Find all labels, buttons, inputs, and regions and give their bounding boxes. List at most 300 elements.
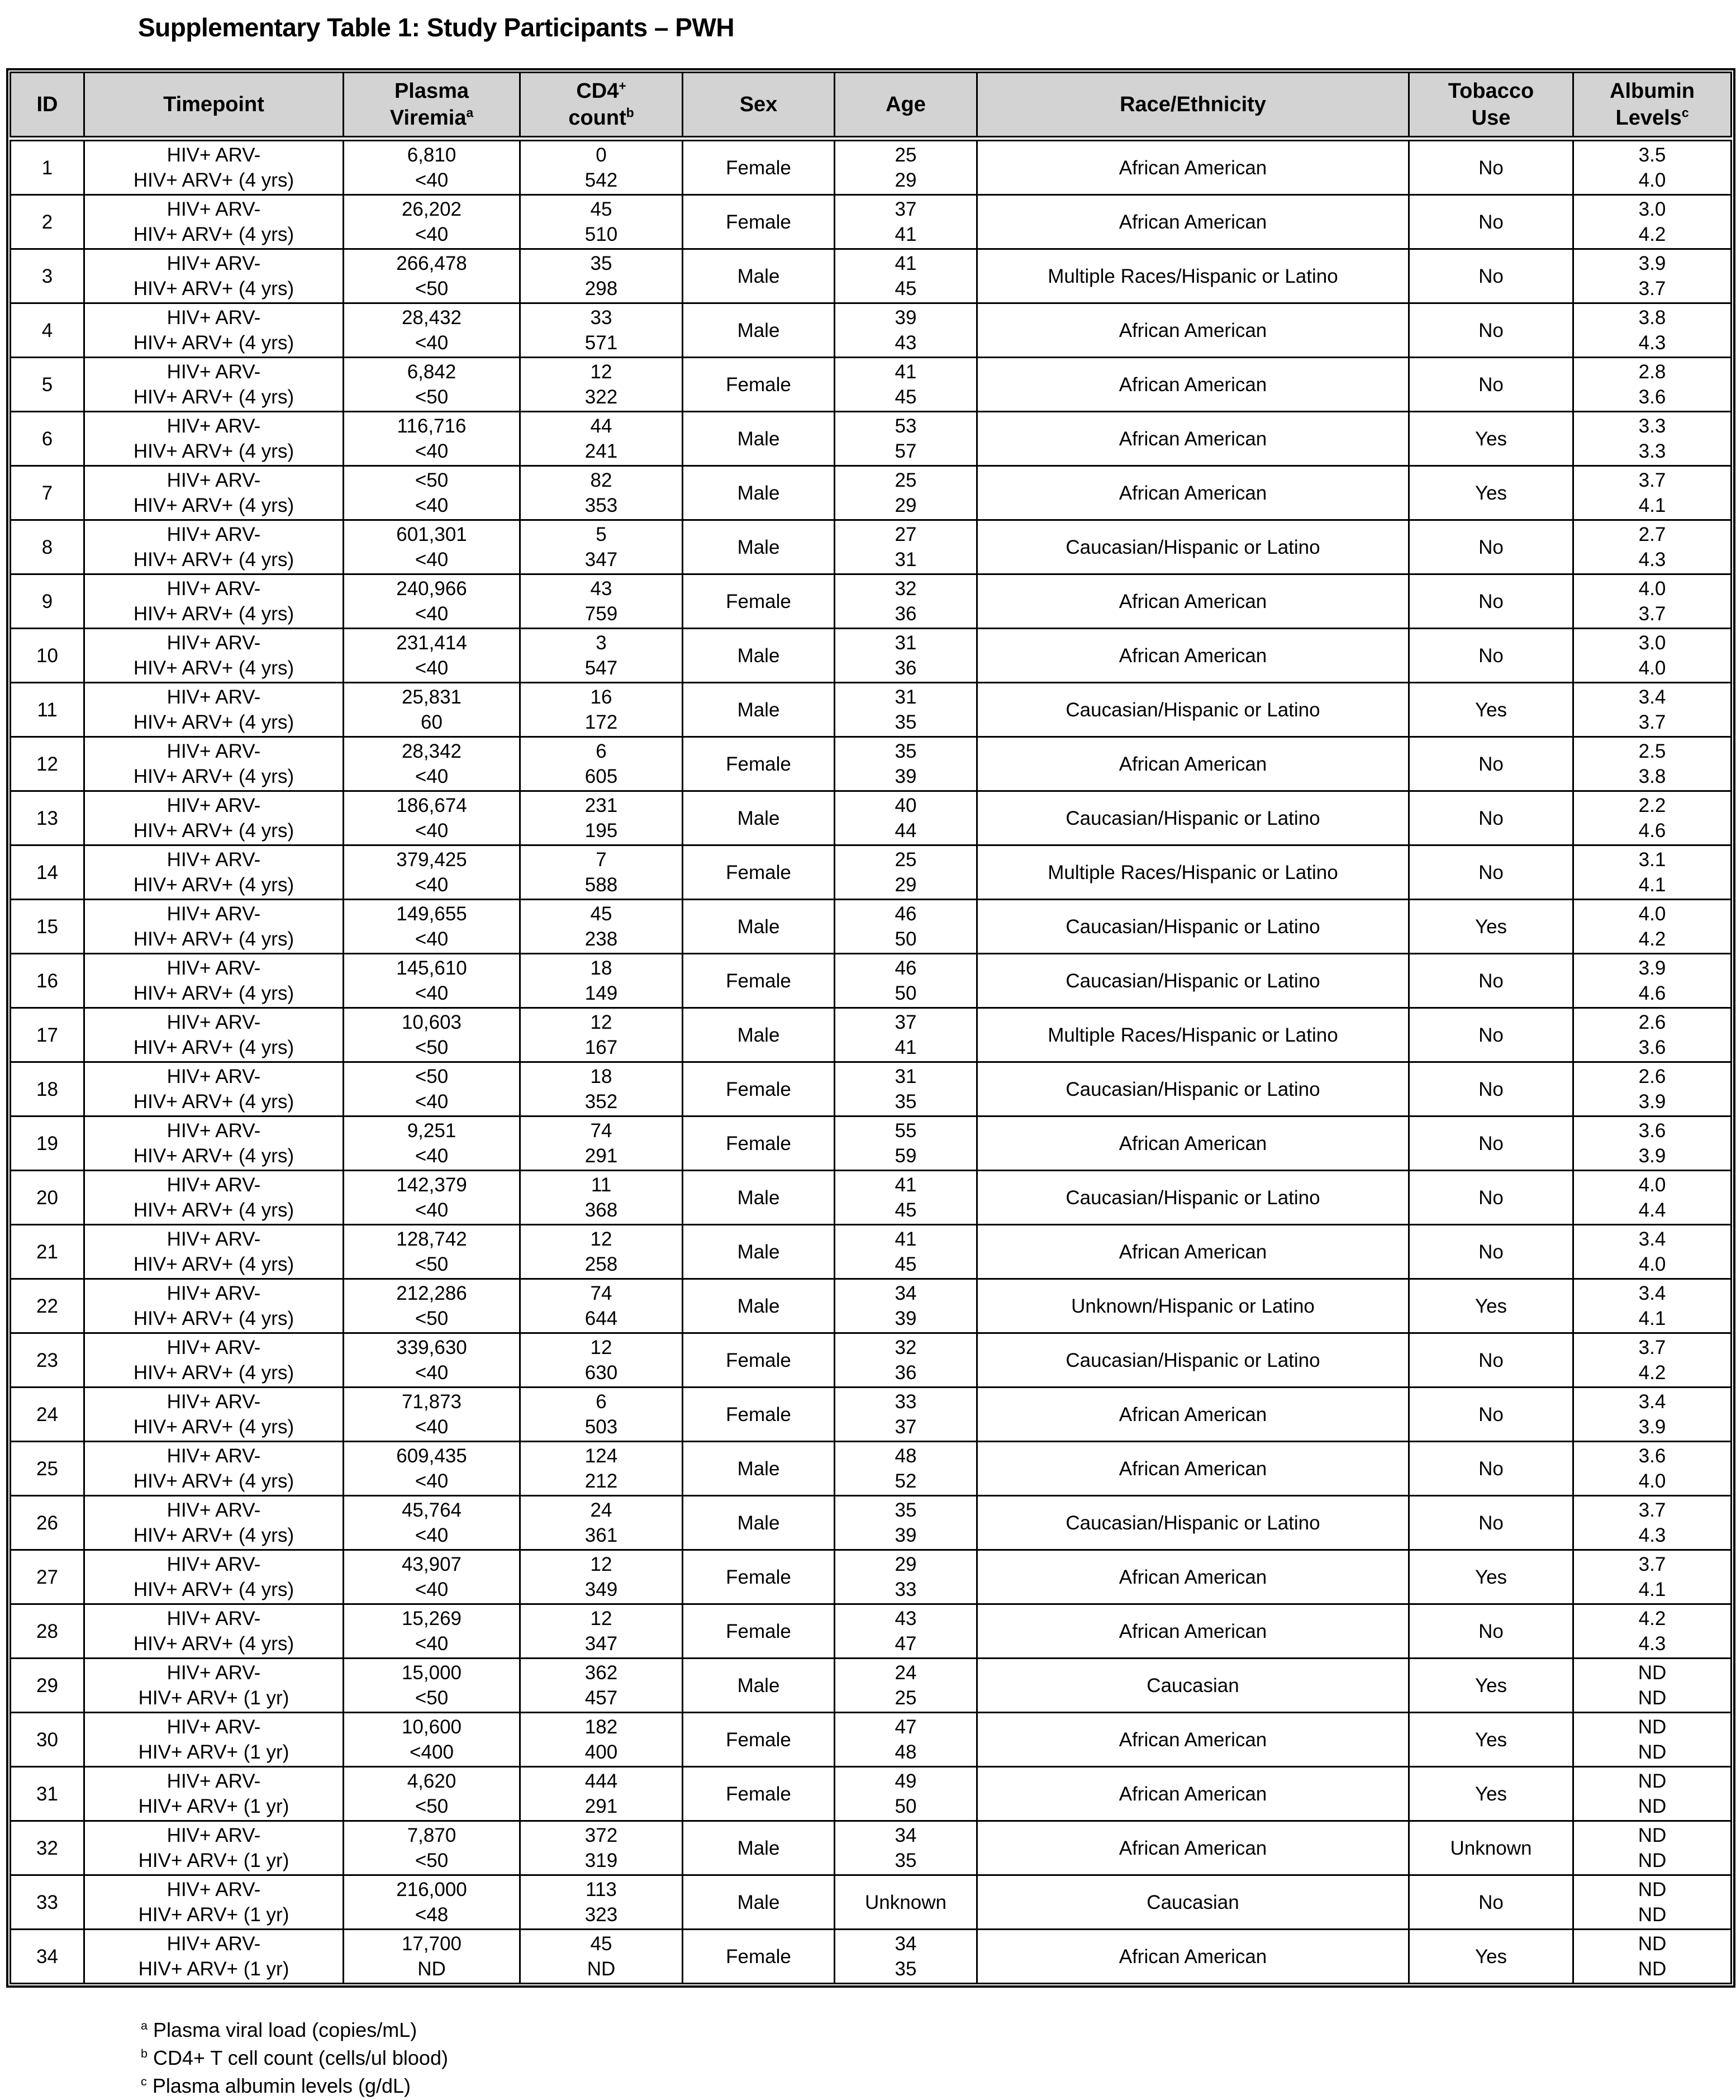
cell-id	[11, 1062, 84, 1116]
table-row-4	[11, 303, 1732, 358]
cell-cd4-count-value: 74	[590, 1282, 612, 1304]
cell-race-ethnicity-value: African American	[1119, 1783, 1267, 1805]
cell-tobacco-use	[1409, 303, 1573, 358]
cell-cd4-count	[520, 412, 683, 466]
cell-cd4-count	[520, 1279, 683, 1333]
cell-timepoint	[84, 1496, 344, 1550]
cell-plasma-viremia	[344, 466, 520, 520]
cell-id-value: 17	[36, 1024, 58, 1046]
cell-albumin-levels	[1573, 737, 1732, 791]
cell-timepoint-value: HIV+ ARV-	[167, 1282, 261, 1304]
column-header-race-ethnicity	[977, 73, 1409, 139]
cell-id	[11, 139, 84, 195]
cell-albumin-levels-value: 4.1	[1638, 495, 1666, 516]
cell-age	[835, 1713, 977, 1767]
footnote-a: $^a$ Plasma viral load (copies/mL)	[141, 2018, 417, 2041]
cell-race-ethnicity-value: African American	[1119, 1945, 1267, 1968]
cell-plasma-viremia-value: <40	[415, 332, 449, 354]
cell-race-ethnicity	[977, 629, 1409, 683]
cell-cd4-count-value: 258	[584, 1253, 618, 1275]
cell-id	[11, 1279, 84, 1333]
cell-timepoint-value: HIV+ ARV-	[167, 1445, 261, 1467]
cell-plasma-viremia-value: 15,269	[401, 1608, 462, 1629]
table-row-5	[11, 358, 1732, 412]
cell-timepoint	[84, 1388, 344, 1442]
column-header-albumin-levels-line1: Albumin	[1610, 79, 1695, 103]
cell-race-ethnicity-value: Multiple Races/Hispanic or Latino	[1048, 265, 1338, 287]
cell-race-ethnicity-value: Caucasian/Hispanic or Latino	[1066, 1078, 1320, 1100]
cell-id-value: 27	[36, 1566, 58, 1588]
cell-cd4-count-value: 24	[590, 1499, 612, 1521]
cell-tobacco-use	[1409, 737, 1573, 791]
cell-cd4-count-value: 231	[584, 795, 618, 816]
cell-plasma-viremia	[344, 1659, 520, 1713]
cell-albumin-levels-value: ND	[1638, 1904, 1667, 1926]
cell-timepoint-value: HIV+ ARV-	[167, 903, 261, 925]
cell-cd4-count	[520, 683, 683, 737]
cell-tobacco-use	[1409, 1279, 1573, 1333]
cell-id-value: 33	[36, 1891, 58, 1913]
cell-albumin-levels-value: 3.4	[1638, 1228, 1666, 1250]
cell-albumin-levels-value: 2.6	[1638, 1066, 1666, 1087]
cell-race-ethnicity-value: African American	[1119, 427, 1267, 450]
cell-albumin-levels-value: 4.0	[1638, 657, 1666, 679]
table-row-10	[11, 629, 1732, 683]
cell-cd4-count	[520, 1442, 683, 1496]
cell-timepoint-value: HIV+ ARV-	[167, 469, 261, 491]
cell-plasma-viremia-value: 145,610	[396, 957, 467, 979]
cell-age	[835, 1496, 977, 1550]
cell-age-value: 45	[895, 1253, 917, 1275]
cell-timepoint	[84, 1875, 344, 1930]
cell-tobacco-use	[1409, 629, 1573, 683]
cell-tobacco-use-value: Yes	[1475, 699, 1507, 721]
cell-tobacco-use	[1409, 249, 1573, 303]
cell-cd4-count	[520, 358, 683, 412]
cell-plasma-viremia-value: 128,742	[396, 1228, 467, 1250]
cell-tobacco-use	[1409, 1930, 1573, 1984]
cell-race-ethnicity-value: Caucasian/Hispanic or Latino	[1066, 807, 1320, 829]
cell-id	[11, 195, 84, 249]
cell-plasma-viremia-value: 186,674	[396, 795, 467, 816]
cell-age-value: 35	[895, 1850, 917, 1871]
column-header-race-ethnicity-line1: Race/Ethnicity	[1120, 93, 1266, 116]
cell-albumin-levels	[1573, 900, 1732, 954]
cell-cd4-count	[520, 1062, 683, 1116]
cell-age-value: 27	[895, 524, 917, 545]
cell-age	[835, 1875, 977, 1930]
cell-race-ethnicity	[977, 1604, 1409, 1659]
cell-timepoint	[84, 1225, 344, 1279]
cell-tobacco-use	[1409, 683, 1573, 737]
cell-albumin-levels-value: 3.1	[1638, 849, 1666, 871]
cell-tobacco-use	[1409, 954, 1573, 1008]
cell-sex-value: Female	[726, 1132, 791, 1154]
cell-cd4-count	[520, 1604, 683, 1659]
cell-id-value: 16	[36, 970, 58, 992]
cell-id	[11, 1767, 84, 1821]
cell-tobacco-use-value: Yes	[1475, 482, 1507, 504]
cell-plasma-viremia	[344, 791, 520, 845]
cell-cd4-count-value: 6	[596, 740, 607, 762]
cell-timepoint	[84, 1333, 344, 1388]
cell-cd4-count-value: 547	[584, 657, 618, 679]
cell-timepoint	[84, 249, 344, 303]
cell-tobacco-use-value: No	[1478, 156, 1504, 179]
cell-id-value: 24	[36, 1403, 58, 1426]
cell-albumin-levels	[1573, 139, 1732, 195]
cell-tobacco-use-value: Yes	[1475, 1783, 1507, 1805]
cell-race-ethnicity	[977, 1062, 1409, 1116]
cell-albumin-levels-value: ND	[1638, 1687, 1667, 1709]
cell-plasma-viremia-value: <50	[415, 1253, 449, 1275]
cell-age	[835, 954, 977, 1008]
cell-plasma-viremia-value: <40	[415, 603, 449, 625]
cell-sex-value: Male	[737, 1891, 780, 1913]
cell-plasma-viremia	[344, 845, 520, 900]
cell-sex	[683, 195, 835, 249]
cell-id	[11, 1713, 84, 1767]
cell-id	[11, 1821, 84, 1875]
cell-id	[11, 1333, 84, 1388]
cell-plasma-viremia-value: 28,432	[401, 307, 462, 329]
column-header-timepoint-line1: Timepoint	[163, 93, 264, 116]
cell-tobacco-use-value: No	[1478, 1620, 1504, 1642]
cell-albumin-levels-value: 4.2	[1638, 1362, 1666, 1384]
cell-plasma-viremia	[344, 303, 520, 358]
cell-race-ethnicity-value: Caucasian	[1147, 1674, 1239, 1697]
cell-plasma-viremia-value: <48	[415, 1904, 449, 1926]
cell-id	[11, 1225, 84, 1279]
column-header-id-line1: ID	[36, 93, 58, 116]
column-header-plasma-viremia: Plasma Viremia$^a$	[344, 73, 520, 139]
cell-tobacco-use-value: No	[1478, 1349, 1504, 1371]
cell-cd4-count-value: 361	[584, 1524, 618, 1546]
cell-age-value: 37	[895, 1011, 917, 1033]
cell-timepoint-value: HIV+ ARV-	[167, 1228, 261, 1250]
cell-plasma-viremia-value: <50	[415, 469, 449, 491]
cell-timepoint-value: HIV+ ARV-	[167, 1174, 261, 1196]
cell-albumin-levels-value: 3.9	[1638, 957, 1666, 979]
cell-albumin-levels-value: 4.2	[1638, 224, 1666, 245]
cell-plasma-viremia-value: 216,000	[396, 1879, 467, 1901]
cell-sex	[683, 1388, 835, 1442]
cell-age-value: 31	[895, 632, 917, 654]
cell-albumin-levels-value: 3.6	[1638, 1120, 1666, 1142]
cell-id-value: 32	[36, 1837, 58, 1859]
cell-age-value: 45	[895, 386, 917, 408]
cell-age	[835, 683, 977, 737]
cell-race-ethnicity-value: African American	[1119, 211, 1267, 233]
cell-plasma-viremia-value: <40	[415, 1633, 449, 1655]
cell-race-ethnicity-value: African American	[1119, 1132, 1267, 1154]
cell-race-ethnicity	[977, 1496, 1409, 1550]
participants-table	[9, 72, 1732, 1984]
cell-cd4-count-value: 542	[584, 169, 618, 191]
cell-timepoint-value: HIV+ ARV-	[167, 1499, 261, 1521]
cell-race-ethnicity-value: African American	[1119, 644, 1267, 667]
cell-sex	[683, 1008, 835, 1062]
cell-age	[835, 195, 977, 249]
cell-albumin-levels-value: 2.7	[1638, 524, 1666, 545]
cell-race-ethnicity-value: Multiple Races/Hispanic or Latino	[1048, 1024, 1338, 1046]
cell-race-ethnicity	[977, 1875, 1409, 1930]
cell-plasma-viremia-value: <40	[415, 495, 449, 516]
cell-tobacco-use-value: Yes	[1475, 1566, 1507, 1588]
cell-plasma-viremia-value: 28,342	[401, 740, 462, 762]
cell-race-ethnicity	[977, 466, 1409, 520]
cell-cd4-count	[520, 900, 683, 954]
column-header-age-line1: Age	[886, 93, 926, 116]
column-header-albumin-levels-line2: Levels	[1615, 106, 1682, 130]
cell-cd4-count-value: 372	[584, 1825, 618, 1846]
cell-albumin-levels-value: 4.0	[1638, 903, 1666, 925]
cell-plasma-viremia-value: 7,870	[407, 1825, 456, 1846]
cell-albumin-levels-value: 4.2	[1638, 1608, 1666, 1629]
cell-tobacco-use-value: Yes	[1475, 1728, 1507, 1751]
cell-sex-value: Female	[726, 156, 791, 179]
cell-timepoint	[84, 1767, 344, 1821]
cell-age-value: 31	[895, 1066, 917, 1087]
column-header-tobacco-use-line2: Use	[1471, 106, 1511, 130]
cell-age-value: 24	[895, 1662, 917, 1684]
cell-albumin-levels-value: 3.7	[1638, 1337, 1666, 1358]
cell-timepoint-value: HIV+ ARV+ (4 yrs)	[133, 1253, 294, 1275]
cell-cd4-count-value: 457	[584, 1687, 618, 1709]
cell-tobacco-use-value: No	[1478, 1512, 1504, 1534]
cell-sex-value: Male	[737, 1295, 780, 1317]
cell-sex-value: Female	[726, 1403, 791, 1426]
cell-cd4-count-value: 444	[584, 1770, 618, 1792]
cell-cd4-count-value: 588	[584, 874, 618, 896]
cell-id-value: 30	[36, 1728, 58, 1751]
cell-tobacco-use	[1409, 791, 1573, 845]
cell-cd4-count-value: 400	[584, 1741, 618, 1763]
cell-id	[11, 412, 84, 466]
cell-age-value: 45	[895, 1199, 917, 1221]
cell-timepoint-value: HIV+ ARV+ (4 yrs)	[133, 278, 294, 300]
cell-age-value: 35	[895, 1091, 917, 1113]
cell-sex	[683, 1496, 835, 1550]
cell-plasma-viremia-value: <50	[415, 1795, 449, 1817]
cell-timepoint-value: HIV+ ARV-	[167, 198, 261, 220]
cell-albumin-levels	[1573, 1062, 1732, 1116]
cell-race-ethnicity	[977, 574, 1409, 629]
cell-id	[11, 249, 84, 303]
cell-tobacco-use-value: Yes	[1475, 427, 1507, 450]
table-row-15	[11, 900, 1732, 954]
cell-sex	[683, 520, 835, 574]
cell-cd4-count-value: 12	[590, 1553, 612, 1575]
cell-age-value: Unknown	[865, 1891, 947, 1913]
cell-timepoint-value: HIV+ ARV-	[167, 1391, 261, 1413]
cell-age-value: 46	[895, 957, 917, 979]
cell-age-value: 52	[895, 1470, 917, 1492]
cell-timepoint	[84, 1550, 344, 1604]
cell-timepoint-value: HIV+ ARV+ (4 yrs)	[133, 1470, 294, 1492]
cell-race-ethnicity-value: Caucasian/Hispanic or Latino	[1066, 1186, 1320, 1209]
cell-age	[835, 412, 977, 466]
cell-sex	[683, 1767, 835, 1821]
cell-albumin-levels-value: 4.2	[1638, 928, 1666, 950]
cell-timepoint-value: HIV+ ARV+ (4 yrs)	[133, 224, 294, 245]
cell-timepoint-value: HIV+ ARV-	[167, 253, 261, 274]
cell-plasma-viremia-value: 149,655	[396, 903, 467, 925]
cell-age-value: 41	[895, 224, 917, 245]
cell-id	[11, 358, 84, 412]
cell-albumin-levels-value: 4.0	[1638, 169, 1666, 191]
cell-sex	[683, 1116, 835, 1171]
cell-age	[835, 1767, 977, 1821]
cell-race-ethnicity-value: African American	[1119, 1403, 1267, 1426]
cell-albumin-levels	[1573, 1604, 1732, 1659]
cell-plasma-viremia	[344, 900, 520, 954]
cell-cd4-count-value: 503	[584, 1416, 618, 1438]
cell-timepoint-value: HIV+ ARV+ (4 yrs)	[133, 332, 294, 354]
cell-cd4-count-value: 347	[584, 1633, 618, 1655]
cell-albumin-levels	[1573, 1116, 1732, 1171]
cell-age-value: 48	[895, 1741, 917, 1763]
cell-timepoint	[84, 683, 344, 737]
cell-albumin-levels-value: 3.7	[1638, 603, 1666, 625]
cell-tobacco-use-value: No	[1478, 1241, 1504, 1263]
cell-age-value: 41	[895, 253, 917, 274]
cell-plasma-viremia	[344, 1279, 520, 1333]
cell-plasma-viremia	[344, 737, 520, 791]
cell-id	[11, 1496, 84, 1550]
cell-timepoint	[84, 466, 344, 520]
cell-cd4-count-value: 238	[584, 928, 618, 950]
cell-sex	[683, 1604, 835, 1659]
cell-timepoint-value: HIV+ ARV-	[167, 686, 261, 708]
cell-albumin-levels	[1573, 683, 1732, 737]
cell-sex	[683, 139, 835, 195]
cell-id-value: 28	[36, 1620, 58, 1642]
cell-albumin-levels	[1573, 466, 1732, 520]
cell-timepoint	[84, 574, 344, 629]
cell-cd4-count-value: 5	[596, 524, 607, 545]
cell-race-ethnicity-value: Caucasian/Hispanic or Latino	[1066, 1512, 1320, 1534]
cell-tobacco-use	[1409, 1008, 1573, 1062]
cell-id-value: 7	[41, 482, 53, 504]
cell-albumin-levels-value: ND	[1638, 1716, 1667, 1738]
cell-timepoint-value: HIV+ ARV-	[167, 578, 261, 600]
cell-tobacco-use	[1409, 900, 1573, 954]
cell-sex	[683, 1442, 835, 1496]
cell-id-value: 34	[36, 1945, 58, 1968]
cell-cd4-count	[520, 520, 683, 574]
cell-plasma-viremia	[344, 574, 520, 629]
cell-cd4-count	[520, 1767, 683, 1821]
cell-timepoint	[84, 195, 344, 249]
cell-age-value: 33	[895, 1391, 917, 1413]
cell-cd4-count-value: 349	[584, 1579, 618, 1600]
cell-age-value: 39	[895, 307, 917, 329]
cell-plasma-viremia	[344, 1116, 520, 1171]
cell-albumin-levels-value: 4.6	[1638, 982, 1666, 1004]
cell-sex-value: Male	[737, 644, 780, 667]
cell-plasma-viremia	[344, 358, 520, 412]
cell-plasma-viremia-value: <50	[415, 1687, 449, 1709]
cell-tobacco-use-value: No	[1478, 970, 1504, 992]
cell-albumin-levels	[1573, 1930, 1732, 1984]
cell-id-value: 22	[36, 1295, 58, 1317]
table-row-27	[11, 1550, 1732, 1604]
cell-age-value: 32	[895, 1337, 917, 1358]
cell-age	[835, 1008, 977, 1062]
cell-cd4-count-value: 605	[584, 766, 618, 787]
cell-plasma-viremia-value: <40	[415, 1416, 449, 1438]
cell-id	[11, 1388, 84, 1442]
cell-cd4-count-value: 12	[590, 361, 612, 383]
cell-age-value: 29	[895, 874, 917, 896]
cell-sex-value: Female	[726, 1078, 791, 1100]
cell-timepoint-value: HIV+ ARV+ (4 yrs)	[133, 1362, 294, 1384]
cell-tobacco-use	[1409, 1767, 1573, 1821]
cell-id	[11, 737, 84, 791]
cell-sex	[683, 1875, 835, 1930]
cell-tobacco-use-value: Unknown	[1450, 1837, 1532, 1859]
table-row-17	[11, 1008, 1732, 1062]
cell-timepoint	[84, 1659, 344, 1713]
cell-age	[835, 358, 977, 412]
cell-race-ethnicity-value: Caucasian/Hispanic or Latino	[1066, 699, 1320, 721]
cell-sex-value: Male	[737, 482, 780, 504]
column-header-plasma-viremia-line2: Viremia	[389, 106, 467, 130]
cell-age-value: 34	[895, 1825, 917, 1846]
cell-age-value: 45	[895, 278, 917, 300]
cell-plasma-viremia-value: <40	[415, 1145, 449, 1167]
table-row-19	[11, 1116, 1732, 1171]
column-header-sex	[683, 73, 835, 139]
cell-sex	[683, 358, 835, 412]
footnote-c: $^c$ Plasma albumin levels (g/dL)	[141, 2074, 411, 2097]
cell-sex	[683, 629, 835, 683]
cell-id	[11, 1875, 84, 1930]
participants-table-frame	[6, 68, 1735, 1988]
cell-albumin-levels	[1573, 412, 1732, 466]
cell-sex-value: Female	[726, 1783, 791, 1805]
cell-plasma-viremia-value: <40	[415, 549, 449, 571]
cell-plasma-viremia-value: 379,425	[396, 849, 467, 871]
cell-timepoint-value: HIV+ ARV-	[167, 361, 261, 383]
cell-race-ethnicity	[977, 1767, 1409, 1821]
cell-id-value: 19	[36, 1132, 58, 1154]
cell-age-value: 41	[895, 361, 917, 383]
cell-timepoint	[84, 629, 344, 683]
cell-age-value: 49	[895, 1770, 917, 1792]
cell-albumin-levels-value: ND	[1638, 1825, 1667, 1846]
cell-albumin-levels-value: 4.1	[1638, 1579, 1666, 1600]
cell-plasma-viremia-value: <50	[415, 1066, 449, 1087]
cell-albumin-levels-value: ND	[1638, 1933, 1667, 1955]
cell-sex-value: Male	[737, 319, 780, 341]
cell-cd4-count-value: 12	[590, 1011, 612, 1033]
cell-race-ethnicity-value: African American	[1119, 1837, 1267, 1859]
cell-id-value: 15	[36, 915, 58, 938]
cell-age	[835, 520, 977, 574]
cell-plasma-viremia-value: <40	[415, 820, 449, 842]
page	[0, 12, 1736, 2097]
cell-age-value: 25	[895, 849, 917, 871]
cell-plasma-viremia	[344, 1604, 520, 1659]
cell-cd4-count-value: 362	[584, 1662, 618, 1684]
cell-sex-value: Male	[737, 699, 780, 721]
cell-timepoint-value: HIV+ ARV+ (1 yr)	[138, 1850, 289, 1871]
cell-age	[835, 791, 977, 845]
cell-cd4-count-value: 182	[584, 1716, 618, 1738]
cell-age-value: 35	[895, 711, 917, 733]
